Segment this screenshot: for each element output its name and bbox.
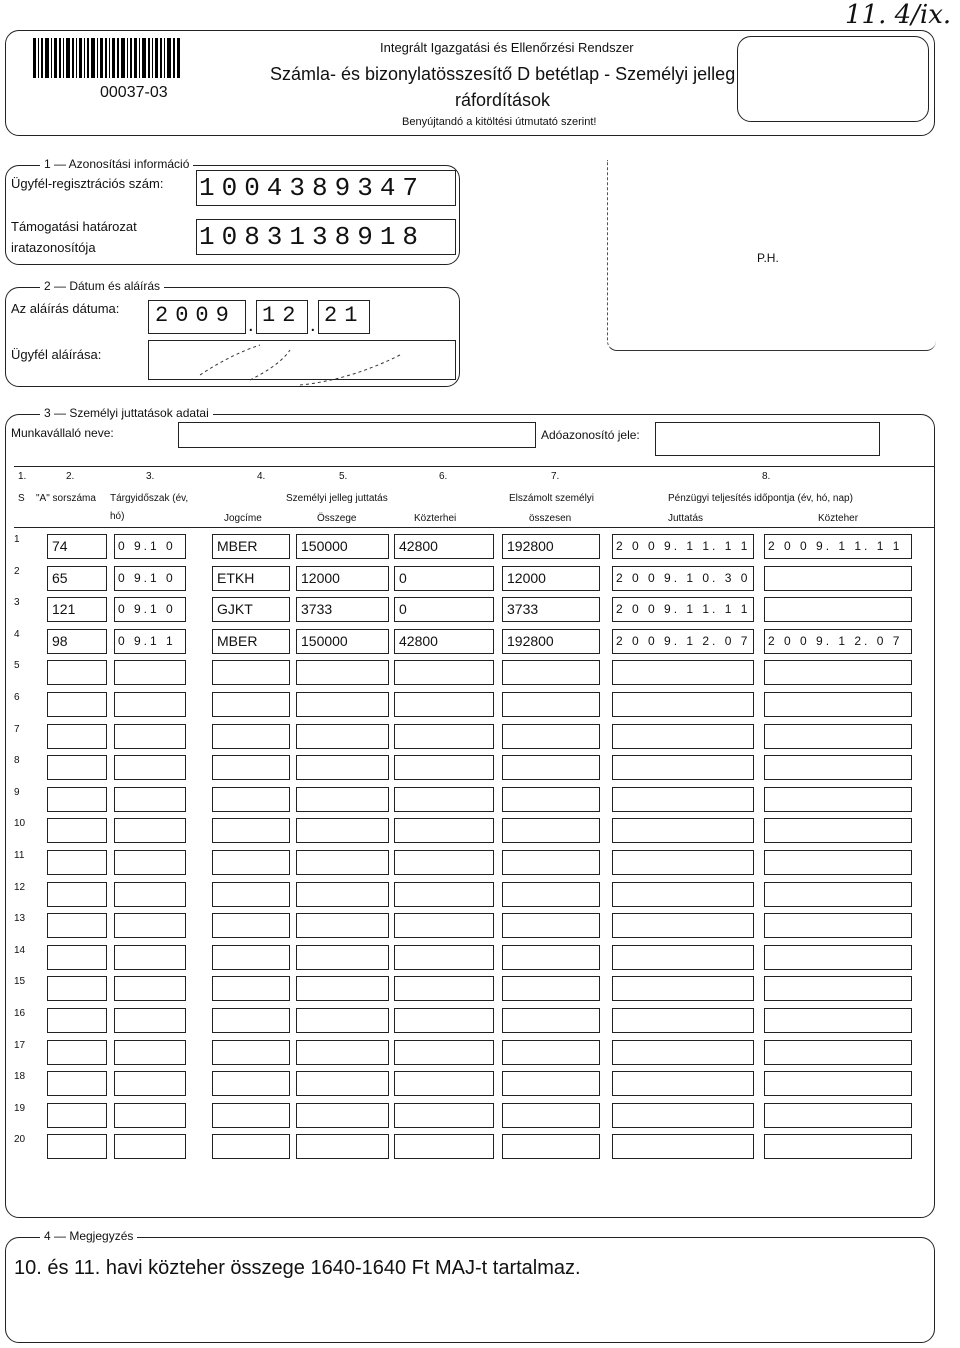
payment-public-cell[interactable] — [764, 976, 912, 1001]
date-dot-1: . — [248, 314, 254, 336]
col-num-8: 8. — [762, 471, 771, 482]
payment-benefit-cell[interactable] — [612, 1040, 754, 1065]
total-cell[interactable] — [502, 850, 600, 875]
payment-benefit-cell[interactable]: 2 0 0 9. 1 2. 0 7 — [612, 629, 754, 654]
a-serial-cell[interactable] — [47, 724, 107, 749]
table-row — [14, 818, 934, 843]
title-cell[interactable]: MBER — [212, 629, 290, 654]
row-number: 15 — [14, 976, 26, 988]
col-num-6: 6. — [439, 471, 448, 482]
amount-cell[interactable] — [296, 692, 389, 717]
title-cell[interactable] — [212, 850, 290, 875]
payment-public-cell[interactable] — [764, 850, 912, 875]
period-cell[interactable] — [114, 1103, 186, 1128]
amount-cell[interactable]: 12000 — [296, 566, 389, 591]
amount-cell[interactable] — [296, 945, 389, 970]
header-public: Közterhei — [414, 513, 457, 524]
payment-public-cell[interactable] — [764, 787, 912, 812]
a-serial-cell[interactable] — [47, 1040, 107, 1065]
amount-cell[interactable] — [296, 787, 389, 812]
row-number: 7 — [14, 723, 20, 735]
title-cell[interactable] — [212, 818, 290, 843]
system-name: Integrált Igazgatási és Ellenőrzési Rendszer — [380, 40, 634, 55]
title-cell[interactable]: GJKT — [212, 597, 290, 622]
a-serial-cell[interactable] — [47, 1008, 107, 1033]
public-cell[interactable] — [394, 882, 494, 907]
a-serial-cell[interactable] — [47, 692, 107, 717]
client-number-field[interactable] — [196, 170, 456, 206]
row-number: 2 — [14, 565, 20, 577]
payment-public-cell[interactable] — [764, 882, 912, 907]
period-cell[interactable]: 0 9.1 1 — [114, 629, 186, 654]
header-personal-group: Személyi jelleg juttatás — [286, 493, 388, 504]
payment-benefit-cell[interactable] — [612, 724, 754, 749]
header-settled-1: Elszámolt személyi — [509, 493, 595, 504]
payment-benefit-cell[interactable] — [612, 692, 754, 717]
remark-text: 10. és 11. havi közteher összege 1640-1640 Ft MAJ-t tartalmaz. — [14, 1257, 581, 1279]
barcode — [33, 38, 238, 78]
title-cell[interactable] — [212, 913, 290, 938]
tax-id-label: Adóazonosító jele: — [541, 428, 640, 442]
date-dot-2: . — [310, 314, 316, 336]
decision-number-field[interactable] — [196, 219, 456, 255]
amount-cell[interactable] — [296, 660, 389, 685]
period-cell[interactable] — [114, 1040, 186, 1065]
table-header — [14, 466, 934, 528]
title-cell[interactable] — [212, 1008, 290, 1033]
row-number: 16 — [14, 1008, 26, 1019]
title-cell[interactable] — [212, 1040, 290, 1065]
period-cell[interactable]: 0 9.1 0 — [114, 597, 186, 622]
col-num-1: 1. — [18, 471, 27, 482]
row-number: 11 — [14, 850, 25, 861]
row-number: 19 — [14, 1102, 26, 1114]
amount-cell[interactable] — [296, 1040, 389, 1065]
header-benefit: Juttatás — [668, 513, 704, 524]
amount-cell[interactable] — [296, 850, 389, 875]
table-row — [14, 1008, 934, 1033]
title-cell[interactable] — [212, 724, 290, 749]
table-row — [14, 629, 934, 654]
payment-public-cell[interactable]: 2 0 0 9. 1 2. 0 7 — [764, 629, 912, 654]
amount-cell[interactable]: 150000 — [296, 534, 389, 559]
row-number: 12 — [14, 881, 26, 893]
payment-public-cell[interactable] — [764, 1008, 912, 1033]
period-cell[interactable] — [114, 755, 186, 780]
period-cell[interactable] — [114, 660, 186, 685]
amount-cell[interactable] — [296, 913, 389, 938]
handwritten-annotation: 11. 4/ix. — [845, 0, 952, 30]
section4-title: 4 — Megjegyzés — [40, 1229, 137, 1243]
payment-benefit-cell[interactable] — [612, 1103, 754, 1128]
title-cell[interactable]: MBER — [212, 534, 290, 559]
section4-box — [5, 1237, 935, 1343]
payment-benefit-cell[interactable] — [612, 945, 754, 970]
row-number: 9 — [14, 786, 20, 798]
amount-cell[interactable] — [296, 882, 389, 907]
amount-cell[interactable]: 150000 — [296, 629, 389, 654]
row-number: 4 — [14, 628, 20, 640]
payment-benefit-cell[interactable] — [612, 882, 754, 907]
signature-date-label: Az aláírás dátuma: — [11, 301, 120, 316]
a-serial-cell[interactable] — [47, 1134, 107, 1159]
a-serial-cell[interactable] — [47, 660, 107, 685]
payment-benefit-cell[interactable]: 2 0 0 9. 1 1. 1 1 — [612, 597, 754, 622]
total-cell[interactable] — [502, 660, 600, 685]
payment-benefit-cell[interactable] — [612, 913, 754, 938]
period-cell[interactable] — [114, 1134, 186, 1159]
decision-label-line1: Támogatási határozat — [11, 219, 137, 234]
period-cell[interactable] — [114, 724, 186, 749]
employee-name-label: Munkavállaló neve: — [11, 426, 114, 440]
col-num-2: 2. — [66, 471, 75, 482]
payment-public-cell[interactable]: 2 0 0 9. 1 1. 1 1 — [764, 534, 912, 559]
row-number: 8 — [14, 755, 20, 767]
signature-label: Ügyfél aláírása: — [11, 347, 102, 362]
table-row — [14, 882, 934, 907]
client-number-value: 1004389347 — [199, 173, 426, 203]
table-row — [14, 945, 934, 970]
a-serial-cell[interactable] — [47, 787, 107, 812]
total-cell[interactable] — [502, 1071, 600, 1096]
amount-cell[interactable]: 3733 — [296, 597, 389, 622]
a-serial-cell[interactable] — [47, 850, 107, 875]
payment-benefit-cell[interactable] — [612, 1008, 754, 1033]
title-cell[interactable] — [212, 787, 290, 812]
title-cell[interactable] — [212, 882, 290, 907]
period-cell[interactable] — [114, 945, 186, 970]
payment-benefit-cell[interactable] — [612, 1134, 754, 1159]
payment-benefit-cell[interactable] — [612, 787, 754, 812]
period-cell[interactable]: 0 9.1 0 — [114, 534, 186, 559]
table-row — [14, 692, 934, 717]
payment-public-cell[interactable] — [764, 660, 912, 685]
title-cell[interactable] — [212, 692, 290, 717]
amount-cell[interactable] — [296, 1103, 389, 1128]
payment-benefit-cell[interactable] — [612, 976, 754, 1001]
public-cell[interactable] — [394, 1008, 494, 1033]
public-cell[interactable] — [394, 755, 494, 780]
employee-name-field[interactable] — [178, 422, 536, 448]
amount-cell[interactable] — [296, 724, 389, 749]
col-num-3: 3. — [146, 471, 155, 482]
title-cell[interactable] — [212, 660, 290, 685]
title-cell[interactable]: ETKH — [212, 566, 290, 591]
date-month-field[interactable] — [256, 300, 308, 334]
header-period-2: hó) — [110, 511, 125, 522]
header-a-serial: "A" sorszáma — [36, 493, 96, 504]
period-cell[interactable] — [114, 882, 186, 907]
title-cell[interactable] — [212, 945, 290, 970]
tax-id-field[interactable] — [655, 422, 880, 456]
total-cell[interactable]: 3733 — [502, 597, 600, 622]
header-amount: Összege — [317, 513, 357, 524]
payment-benefit-cell[interactable] — [612, 755, 754, 780]
period-cell[interactable] — [114, 913, 186, 938]
a-serial-cell[interactable] — [47, 1071, 107, 1096]
public-cell[interactable] — [394, 913, 494, 938]
public-cell[interactable]: 42800 — [394, 629, 494, 654]
title-cell[interactable] — [212, 1134, 290, 1159]
public-cell[interactable] — [394, 660, 494, 685]
date-day-field[interactable] — [318, 300, 370, 334]
public-cell[interactable] — [394, 1134, 494, 1159]
header-title: Jogcíme — [224, 513, 262, 524]
table-row — [14, 976, 934, 1001]
public-cell[interactable]: 42800 — [394, 534, 494, 559]
table-row — [14, 566, 934, 591]
header-public-burden: Közteher — [818, 513, 859, 524]
total-cell[interactable] — [502, 1134, 600, 1159]
payment-benefit-cell[interactable] — [612, 1071, 754, 1096]
date-year-field[interactable] — [148, 300, 246, 334]
payment-public-cell[interactable] — [764, 1103, 912, 1128]
title-cell[interactable] — [212, 976, 290, 1001]
total-cell[interactable] — [502, 1040, 600, 1065]
period-cell[interactable] — [114, 787, 186, 812]
row-number: 5 — [14, 660, 20, 672]
total-cell[interactable] — [502, 818, 600, 843]
col-num-4: 4. — [257, 471, 266, 482]
header-period-1: Tárgyidőszak (év, — [110, 493, 189, 504]
total-cell[interactable] — [502, 724, 600, 749]
table-row — [14, 913, 934, 938]
total-cell[interactable]: 192800 — [502, 629, 600, 654]
period-cell[interactable] — [114, 976, 186, 1001]
total-cell[interactable] — [502, 692, 600, 717]
total-cell[interactable] — [502, 945, 600, 970]
payment-public-cell[interactable] — [764, 597, 912, 622]
a-serial-cell[interactable]: 65 — [47, 566, 107, 591]
table-row — [14, 597, 934, 622]
public-cell[interactable]: 0 — [394, 566, 494, 591]
a-serial-cell[interactable] — [47, 1103, 107, 1128]
payment-public-cell[interactable] — [764, 755, 912, 780]
table-row — [14, 1134, 934, 1159]
public-cell[interactable] — [394, 692, 494, 717]
public-cell[interactable] — [394, 1040, 494, 1065]
a-serial-cell[interactable] — [47, 945, 107, 970]
amount-cell[interactable] — [296, 1008, 389, 1033]
public-cell[interactable] — [394, 945, 494, 970]
public-cell[interactable]: 0 — [394, 597, 494, 622]
table-row — [14, 787, 934, 812]
date-day-value: 21 — [324, 303, 365, 328]
header-s: S — [18, 493, 25, 504]
form-title: Számla- és bizonylatösszesítő D betétlap - Személyi jelleg — [270, 64, 736, 84]
a-serial-cell[interactable] — [47, 913, 107, 938]
submission-note: Benyújtandó a kitöltési útmutató szerint! — [402, 116, 597, 128]
total-cell[interactable]: 12000 — [502, 566, 600, 591]
payment-public-cell[interactable] — [764, 1134, 912, 1159]
amount-cell[interactable] — [296, 1134, 389, 1159]
payment-benefit-cell[interactable] — [612, 660, 754, 685]
period-cell[interactable] — [114, 850, 186, 875]
section2-title: 2 — Dátum és aláírás — [40, 279, 164, 293]
public-cell[interactable] — [394, 850, 494, 875]
header-settled-2: összesen — [529, 513, 572, 524]
office-use-box — [737, 36, 929, 122]
date-year-value: 2009 — [155, 303, 236, 328]
date-month-value: 12 — [262, 303, 303, 328]
payment-public-cell[interactable] — [764, 1040, 912, 1065]
public-cell[interactable] — [394, 818, 494, 843]
row-number: 18 — [14, 1071, 26, 1083]
title-cell[interactable] — [212, 1071, 290, 1096]
decision-label-line2: iratazonosítója — [11, 240, 96, 255]
payment-public-cell[interactable] — [764, 566, 912, 591]
payment-public-cell[interactable] — [764, 1071, 912, 1096]
header-payment: Pénzügyi teljesítés időpontja (év, hó, nap) — [668, 493, 853, 504]
total-cell[interactable] — [502, 882, 600, 907]
client-number-label: Ügyfél-regisztrációs szám: — [11, 176, 164, 191]
payment-public-cell[interactable] — [764, 913, 912, 938]
total-cell[interactable] — [502, 755, 600, 780]
payment-public-cell[interactable] — [764, 818, 912, 843]
table-row — [14, 1040, 934, 1065]
table-row — [14, 660, 934, 685]
table-row — [14, 724, 934, 749]
amount-cell[interactable] — [296, 976, 389, 1001]
payment-benefit-cell[interactable]: 2 0 0 9. 1 1. 1 1 — [612, 534, 754, 559]
section3-title: 3 — Személyi juttatások adatai — [40, 406, 213, 420]
period-cell[interactable] — [114, 692, 186, 717]
title-cell[interactable] — [212, 1103, 290, 1128]
total-cell[interactable] — [502, 913, 600, 938]
a-serial-cell[interactable] — [47, 976, 107, 1001]
payment-public-cell[interactable] — [764, 724, 912, 749]
row-number: 6 — [14, 692, 20, 703]
table-row — [14, 1071, 934, 1096]
total-cell[interactable] — [502, 976, 600, 1001]
row-number: 1 — [14, 534, 20, 545]
total-cell[interactable] — [502, 1103, 600, 1128]
amount-cell[interactable] — [296, 818, 389, 843]
table-row — [14, 755, 934, 780]
payment-public-cell[interactable] — [764, 945, 912, 970]
payment-benefit-cell[interactable]: 2 0 0 9. 1 0. 3 0 — [612, 566, 754, 591]
total-cell[interactable] — [502, 1008, 600, 1033]
period-cell[interactable] — [114, 1071, 186, 1096]
decision-number-value: 1083138918 — [199, 222, 426, 252]
period-cell[interactable]: 0 9.1 0 — [114, 566, 186, 591]
row-number: 13 — [14, 913, 26, 925]
period-cell[interactable] — [114, 1008, 186, 1033]
col-num-7: 7. — [551, 471, 560, 482]
a-serial-cell[interactable]: 98 — [47, 629, 107, 654]
total-cell[interactable]: 192800 — [502, 534, 600, 559]
payment-benefit-cell[interactable] — [612, 818, 754, 843]
table-row — [14, 534, 934, 559]
row-number: 17 — [14, 1039, 26, 1051]
section1-title: 1 — Azonosítási információ — [40, 157, 193, 171]
public-cell[interactable] — [394, 787, 494, 812]
amount-cell[interactable] — [296, 1071, 389, 1096]
a-serial-cell[interactable]: 74 — [47, 534, 107, 559]
payment-benefit-cell[interactable] — [612, 850, 754, 875]
row-number: 20 — [14, 1134, 26, 1146]
a-serial-cell[interactable] — [47, 755, 107, 780]
public-cell[interactable] — [394, 1103, 494, 1128]
a-serial-cell[interactable] — [47, 882, 107, 907]
amount-cell[interactable] — [296, 755, 389, 780]
form-subtitle: ráfordítások — [455, 90, 551, 110]
table-row — [14, 1103, 934, 1128]
row-number: 14 — [14, 944, 26, 956]
title-cell[interactable] — [212, 755, 290, 780]
row-number: 3 — [14, 597, 20, 609]
total-cell[interactable] — [502, 787, 600, 812]
stamp-label: P.H. — [757, 251, 779, 265]
signature-scribble — [190, 335, 420, 395]
a-serial-cell[interactable] — [47, 818, 107, 843]
public-cell[interactable] — [394, 724, 494, 749]
public-cell[interactable] — [394, 1071, 494, 1096]
barcode-text: 00037-03 — [100, 84, 168, 101]
period-cell[interactable] — [114, 818, 186, 843]
a-serial-cell[interactable]: 121 — [47, 597, 107, 622]
public-cell[interactable] — [394, 976, 494, 1001]
table-row — [14, 850, 934, 875]
payment-public-cell[interactable] — [764, 692, 912, 717]
col-num-5: 5. — [339, 471, 348, 482]
row-number: 10 — [14, 818, 26, 830]
